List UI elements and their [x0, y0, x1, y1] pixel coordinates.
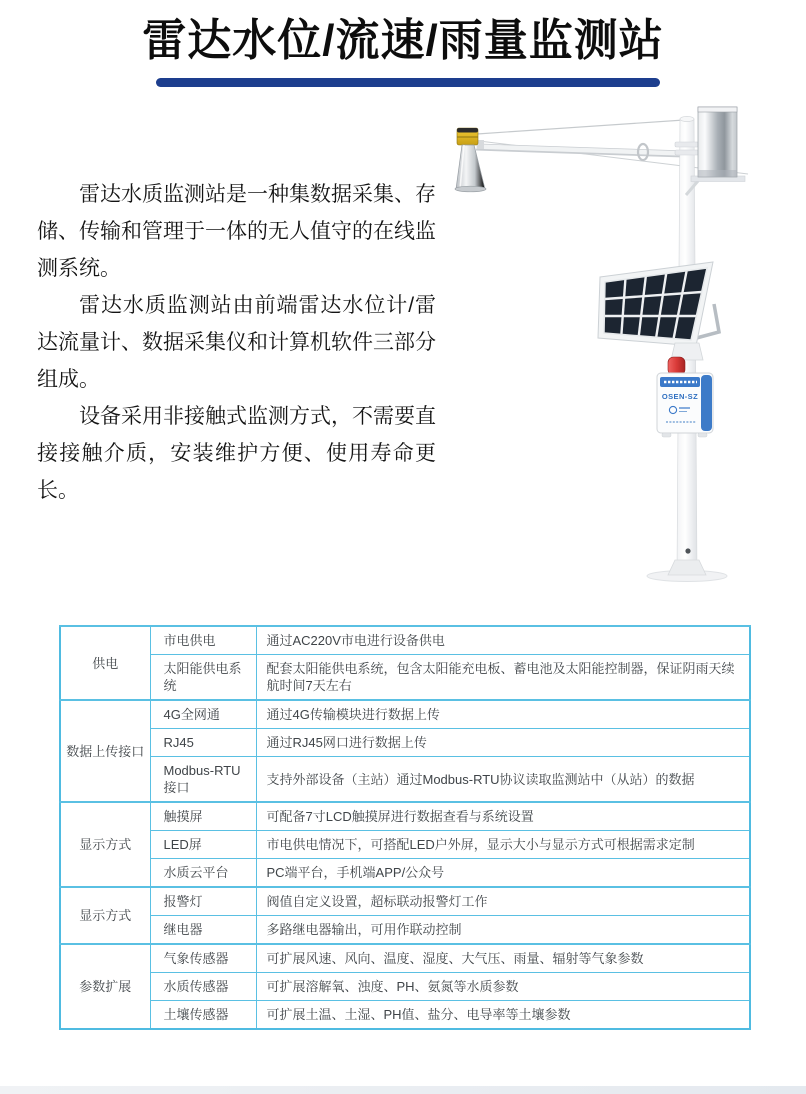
- title-underline: [156, 78, 660, 87]
- control-box-side-stripe: [701, 375, 712, 431]
- intro-paragraph: 雷达水质监测站由前端雷达水位计/雷达流量计、数据采集仪和计算机软件三部分组成。: [37, 294, 436, 391]
- spec-item: RJ45: [150, 729, 256, 757]
- spec-item: 继电器: [150, 916, 256, 945]
- spec-desc: 支持外部设备（主站）通过Modbus-RTU协议读取监测站中（从站）的数据: [256, 757, 750, 803]
- spec-desc: 可扩展溶解氧、浊度、PH、氨氮等水质参数: [256, 973, 750, 1001]
- alarm-beacon: [668, 357, 685, 375]
- spec-row: [60, 700, 750, 729]
- spec-item: 土壤传感器: [150, 1001, 256, 1030]
- spec-desc: 配套太阳能供电系统，包含太阳能充电板、蓄电池及太阳能控制器，保证阴雨天续航时间7天左右: [256, 655, 750, 701]
- intro-text: [37, 176, 436, 509]
- spec-item: 水质云平台: [150, 859, 256, 888]
- guy-wire: [477, 120, 684, 134]
- spec-row: [60, 944, 750, 973]
- spec-item: 触摸屏: [150, 802, 256, 831]
- solar-panel: [598, 262, 713, 346]
- intro-paragraph: 雷达水质监测站是一种集数据采集、存储、传输和管理于一体的无人值守的在线监测系统。: [37, 183, 436, 280]
- radar-level-sensor: [455, 128, 486, 192]
- spec-row: [60, 916, 750, 945]
- bottom-decor-strip: [0, 1086, 806, 1094]
- spec-desc: 可配备7寸LCD触摸屏进行数据查看与系统设置: [256, 802, 750, 831]
- spec-desc: 市电供电情况下，可搭配LED户外屏，显示大小与显示方式可根据需求定制: [256, 831, 750, 859]
- spec-row: [60, 655, 750, 701]
- spec-row: [60, 757, 750, 803]
- spec-item: 4G全网通: [150, 700, 256, 729]
- spec-table-section: [59, 625, 751, 1030]
- spec-desc: 通过RJ45网口进行数据上传: [256, 729, 750, 757]
- spec-row: [60, 729, 750, 757]
- spec-item: 水质传感器: [150, 973, 256, 1001]
- spec-desc: 可扩展土温、土湿、PH值、盐分、电导率等土壤参数: [256, 1001, 750, 1030]
- device-model-label: OSEN-SZ: [661, 392, 699, 401]
- radar-horn-rim: [455, 186, 486, 192]
- spec-item: 气象传感器: [150, 944, 256, 973]
- spec-desc: 可扩展风速、风向、温度、湿度、大气压、雨量、辐射等气象参数: [256, 944, 750, 973]
- spec-item: Modbus-RTU接口: [150, 757, 256, 803]
- spec-row: [60, 1001, 750, 1030]
- spec-table: [59, 625, 751, 1030]
- boom-clamp: [675, 142, 699, 147]
- spec-row: [60, 887, 750, 916]
- spec-row: [60, 859, 750, 888]
- cable-gland: [685, 548, 690, 553]
- spec-row: [60, 802, 750, 831]
- spec-category: 参数扩展: [60, 944, 150, 1029]
- spec-category: 供电: [60, 626, 150, 700]
- spec-desc: 通过4G传输模块进行数据上传: [256, 700, 750, 729]
- pole-cap: [680, 116, 694, 121]
- spec-item: 太阳能供电系统: [150, 655, 256, 701]
- spec-category: 数据上传接口: [60, 700, 150, 802]
- spec-category: 显示方式: [60, 802, 150, 887]
- spec-item: 报警灯: [150, 887, 256, 916]
- boom-clamp: [675, 150, 699, 155]
- rain-gauge-body: [698, 107, 737, 177]
- base-flange: [668, 560, 706, 575]
- spec-row: [60, 973, 750, 1001]
- spec-item: LED屏: [150, 831, 256, 859]
- spec-desc: 通过AC220V市电进行设备供电: [256, 626, 750, 655]
- spec-desc: 阀值自定义设置，超标联动报警灯工作: [256, 887, 750, 916]
- spec-desc: PC端平台，手机端APP/公众号: [256, 859, 750, 888]
- spec-desc: 多路继电器输出，可用作联动控制: [256, 916, 750, 945]
- control-box: [657, 373, 713, 437]
- intro-paragraph: 设备采用非接触式监测方式，不需要直接接触介质，安装维护方便、使用寿命更长。: [37, 405, 436, 502]
- spec-row: [60, 626, 750, 655]
- spec-category: 显示方式: [60, 887, 150, 944]
- page-title: 雷达水位/流速/雨量监测站: [142, 16, 664, 65]
- spec-row: [60, 831, 750, 859]
- spec-table-body: [60, 626, 750, 1029]
- station-figure: [430, 90, 806, 600]
- spec-item: 市电供电: [150, 626, 256, 655]
